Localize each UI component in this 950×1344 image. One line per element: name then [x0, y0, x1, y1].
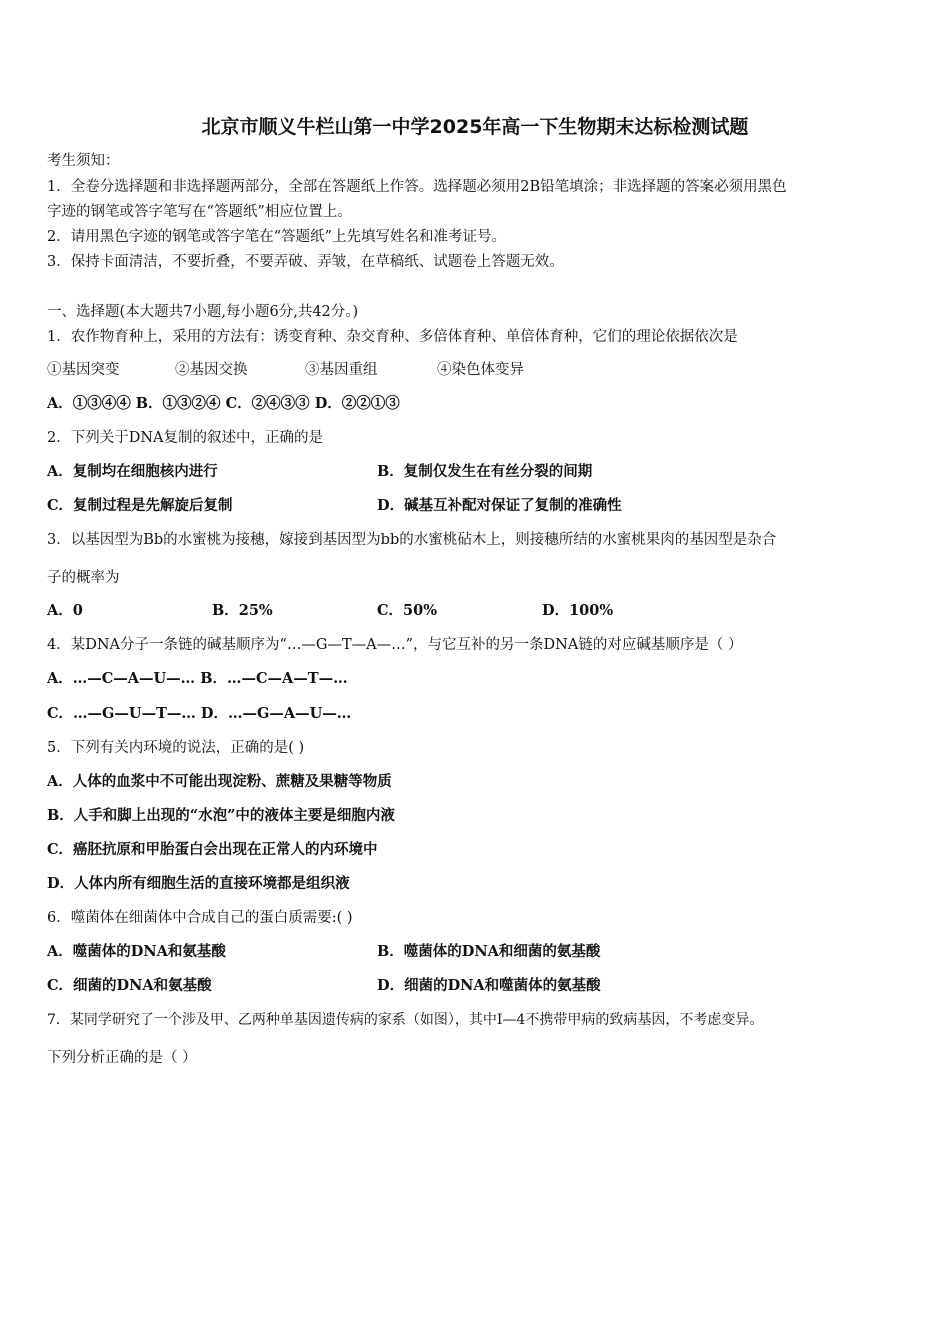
option-a: A．复制均在细胞核内进行	[47, 463, 218, 480]
question-3-stem: 3．以基因型为Bb的水蜜桃为接穗，嫁接到基因型为bb的水蜜桃砧木上，则接穗所结的水蜜桃果肉的基因型是杂合	[47, 532, 777, 548]
question-4-stem: 4．某DNA分子一条链的碱基顺序为“…—G—T—A—…”，与它互补的另一条DNA链的对应碱基顺序是（ ）	[47, 637, 743, 653]
question-7-stem-cont: 下列分析正确的是（ ）	[47, 1050, 197, 1066]
notice-item: 3．保持卡面清洁，不要折叠，不要弄破、弄皱，在草稿纸、试题卷上答题无效。	[47, 254, 564, 270]
notice-item: 1．全卷分选择题和非选择题两部分，全部在答题纸上作答。选择题必须用2B铅笔填涂；非选择题的答案必须用黑色	[47, 179, 787, 195]
q1-item: ②基因交换	[175, 362, 248, 378]
question-2-stem: 2．下列关于DNA复制的叙述中，正确的是	[47, 430, 324, 446]
option-a: A．0	[47, 602, 83, 619]
question-4-options-2: C．…—G—U—T—… D．…—G—A—U—…	[47, 705, 352, 722]
notice-item: 2．请用黑色字迹的钢笔或答字笔在“答题纸”上先填写姓名和准考证号。	[47, 229, 507, 245]
q1-item: ①基因突变	[47, 362, 120, 378]
question-1-stem: 1．农作物育种上，采用的方法有：诱变育种、杂交育种、多倍体育种、单倍体育种，它们的理论依据依次是	[47, 329, 738, 345]
option-b: B．复制仅发生在有丝分裂的间期	[377, 463, 593, 480]
option-d: D．碱基互补配对保证了复制的准确性	[377, 497, 622, 514]
option-d: D．人体内所有细胞生活的直接环境都是组织液	[47, 875, 350, 892]
option-c: C．复制过程是先解旋后复制	[47, 497, 233, 514]
option-d: D．细菌的DNA和噬菌体的氨基酸	[377, 977, 601, 994]
option-b: B．噬菌体的DNA和细菌的氨基酸	[377, 943, 601, 960]
question-6-stem: 6．噬菌体在细菌体中合成自己的蛋白质需要:( )	[47, 910, 353, 926]
notice-item: 字迹的钢笔或答字笔写在“答题纸”相应位置上。	[47, 204, 352, 220]
question-3-stem-cont: 子的概率为	[47, 570, 120, 586]
question-7-stem: 7．某同学研究了一个涉及甲、乙两种单基因遗传病的家系（如图），其中Ⅰ—4不携带甲病的致病基因，不考虑变异。	[47, 1012, 764, 1028]
question-5-stem: 5．下列有关内环境的说法，正确的是( )	[47, 740, 305, 756]
section-heading: 一、选择题(本大题共7小题,每小题6分,共42分。)	[47, 304, 359, 320]
q1-item: ③基因重组	[305, 362, 378, 378]
option-c: C．癌胚抗原和甲胎蛋白会出现在正常人的内环境中	[47, 841, 378, 858]
notice-heading: 考生须知：	[47, 153, 120, 169]
page-title: 北京市顺义牛栏山第一中学2025年高一下生物期末达标检测试题	[201, 116, 749, 138]
option-d: D．100%	[542, 602, 614, 619]
option-c: C．细菌的DNA和氨基酸	[47, 977, 212, 994]
question-4-options-1: A．…—C—A—U—… B．…—C—A—T—…	[47, 670, 348, 687]
question-1-options: A．①③④④ B．①③②④ C．②④③③ D．②②①③	[47, 395, 400, 412]
option-b: B．人手和脚上出现的“水泡”中的液体主要是细胞内液	[47, 807, 395, 824]
option-b: B．25%	[212, 602, 273, 619]
option-c: C．50%	[377, 602, 437, 619]
q1-item: ④染色体变异	[437, 362, 524, 378]
option-a: A．噬菌体的DNA和氨基酸	[47, 943, 226, 960]
option-a: A．人体的血浆中不可能出现淀粉、蔗糖及果糖等物质	[47, 773, 392, 790]
